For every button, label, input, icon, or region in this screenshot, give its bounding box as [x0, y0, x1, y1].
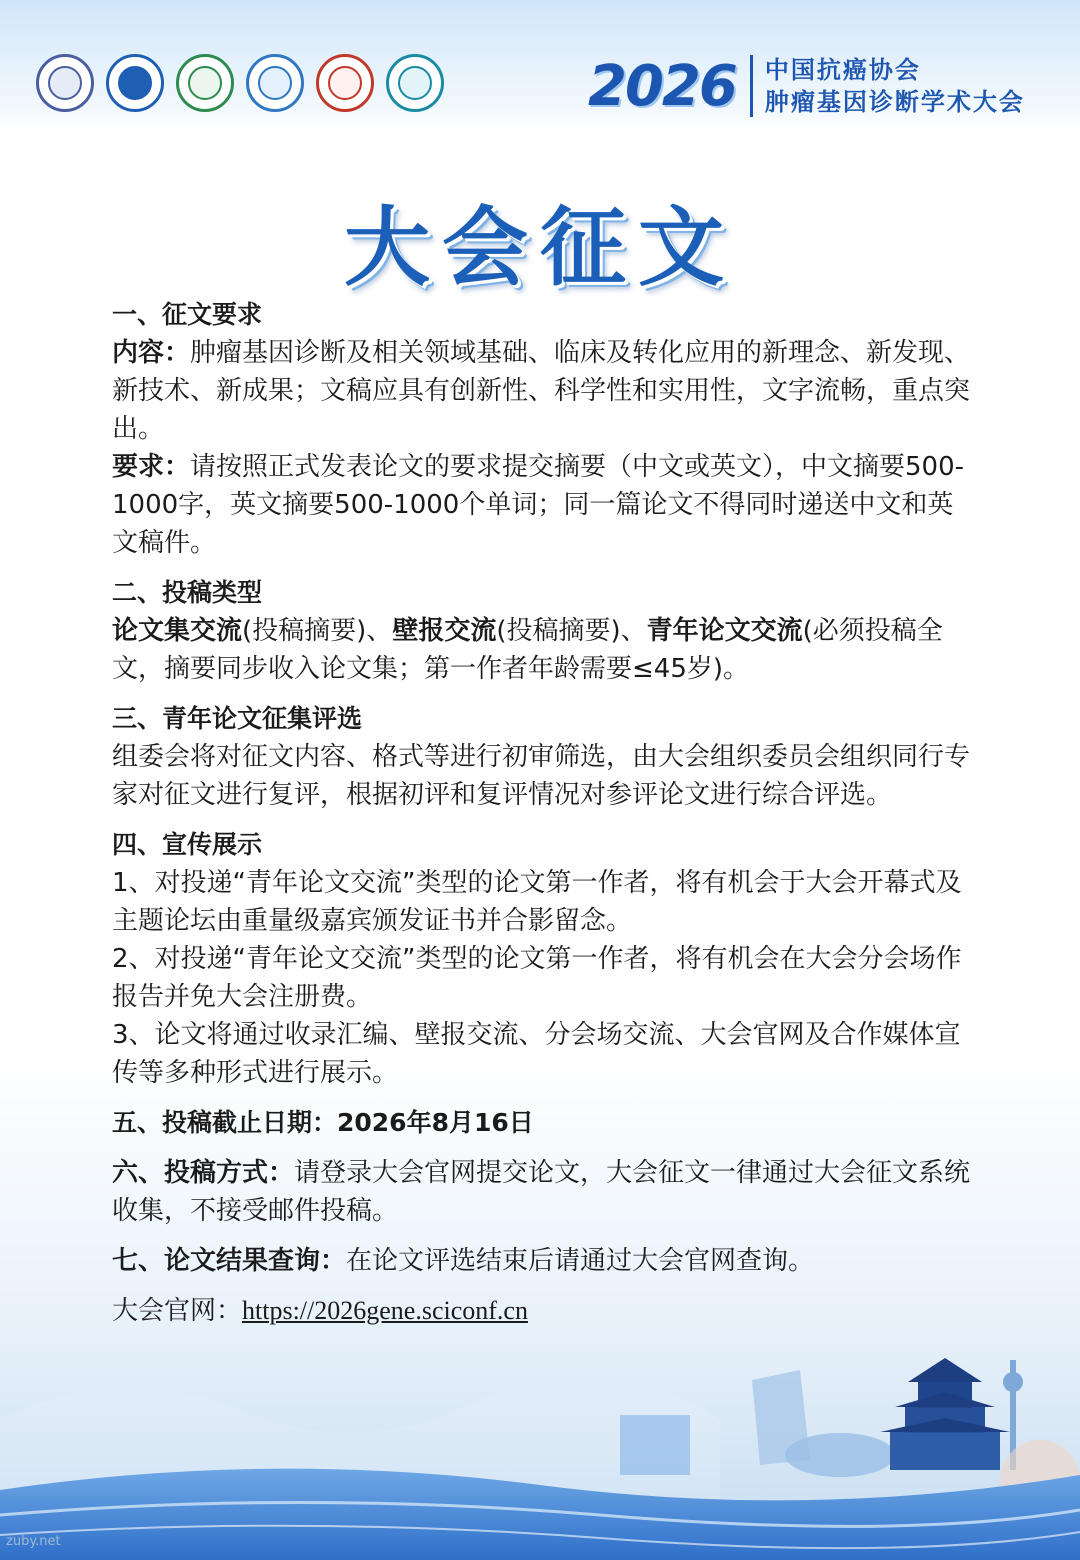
association-logo-1 [36, 54, 94, 112]
section-4-heading: 四、宣传展示 [112, 830, 263, 859]
logo-row [36, 54, 444, 112]
website-label: 大会官网： [112, 1296, 243, 1326]
section-2-types: 论文集交流(投稿摘要)、壁报交流(投稿摘要)、青年论文交流(必须投稿全文，摘要同步收入论文集；第一作者年龄需要≤45岁)。 [112, 616, 943, 684]
section-1-requirements: 要求：请按照正式发表论文的要求提交摘要（中文或英文），中文摘要500-1000字，英文摘要500-1000个单词；同一篇论文不得同时递送中文和英文稿件。 [112, 452, 965, 558]
brand-divider [750, 55, 753, 117]
header-banner [0, 0, 1080, 130]
section-4-item: 2、对投递“青年论文交流”类型的论文第一作者，将有机会在大会分会场作报告并免大会注册费。 [112, 944, 962, 1012]
section-1-content: 内容：肿瘤基因诊断及相关领域基础、临床及转化应用的新理念、新发现、新技术、新成果；文稿应具有创新性、科学性和实用性，文字流畅，重点突出。 [112, 338, 971, 444]
watermark: zuby.net [6, 1534, 61, 1549]
call-for-papers-body [112, 296, 972, 1330]
association-logo-2 [106, 54, 164, 112]
association-logo-5 [316, 54, 374, 112]
association-logo-4 [246, 54, 304, 112]
section-3-text: 组委会将对征文内容、格式等进行初审筛选，由大会组织委员会组织同行专家对征文进行复评，根据初评和复评情况对参评论文进行综合评选。 [112, 742, 971, 810]
brand-year: 2026 [588, 53, 736, 119]
beijing-skyline-illustration [0, 1300, 1080, 1560]
section-7-results: 七、论文结果查询：在论文评选结束后请通过大会官网查询。 [112, 1246, 815, 1276]
page-title: 大会征文 [344, 198, 736, 298]
section-5-deadline: 五、投稿截止日期：2026年8月16日 [112, 1108, 534, 1137]
association-logo-3 [176, 54, 234, 112]
brand-line-2: 肿瘤基因诊断学术大会 [764, 88, 1025, 116]
section-4-item: 1、对投递“青年论文交流”类型的论文第一作者，将有机会于大会开幕式及主题论坛由重量级嘉宾颁发证书并合影留念。 [112, 868, 962, 936]
website-link[interactable]: https://2026gene.sciconf.cn [242, 1296, 528, 1325]
section-6-submission: 六、投稿方式：请登录大会官网提交论文，大会征文一律通过大会征文系统收集，不接受邮件投稿。 [112, 1158, 971, 1226]
association-logo-6 [386, 54, 444, 112]
conference-brand [588, 50, 1025, 122]
section-4-item: 3、论文将通过收录汇编、壁报交流、分会场交流、大会官网及合作媒体宣传等多种形式进行展示。 [112, 1020, 961, 1088]
section-1-heading: 一、征文要求 [112, 300, 263, 329]
section-2-heading: 二、投稿类型 [112, 578, 263, 607]
section-3-heading: 三、青年论文征集评选 [112, 704, 363, 733]
brand-line-1: 中国抗癌协会 [764, 56, 921, 84]
